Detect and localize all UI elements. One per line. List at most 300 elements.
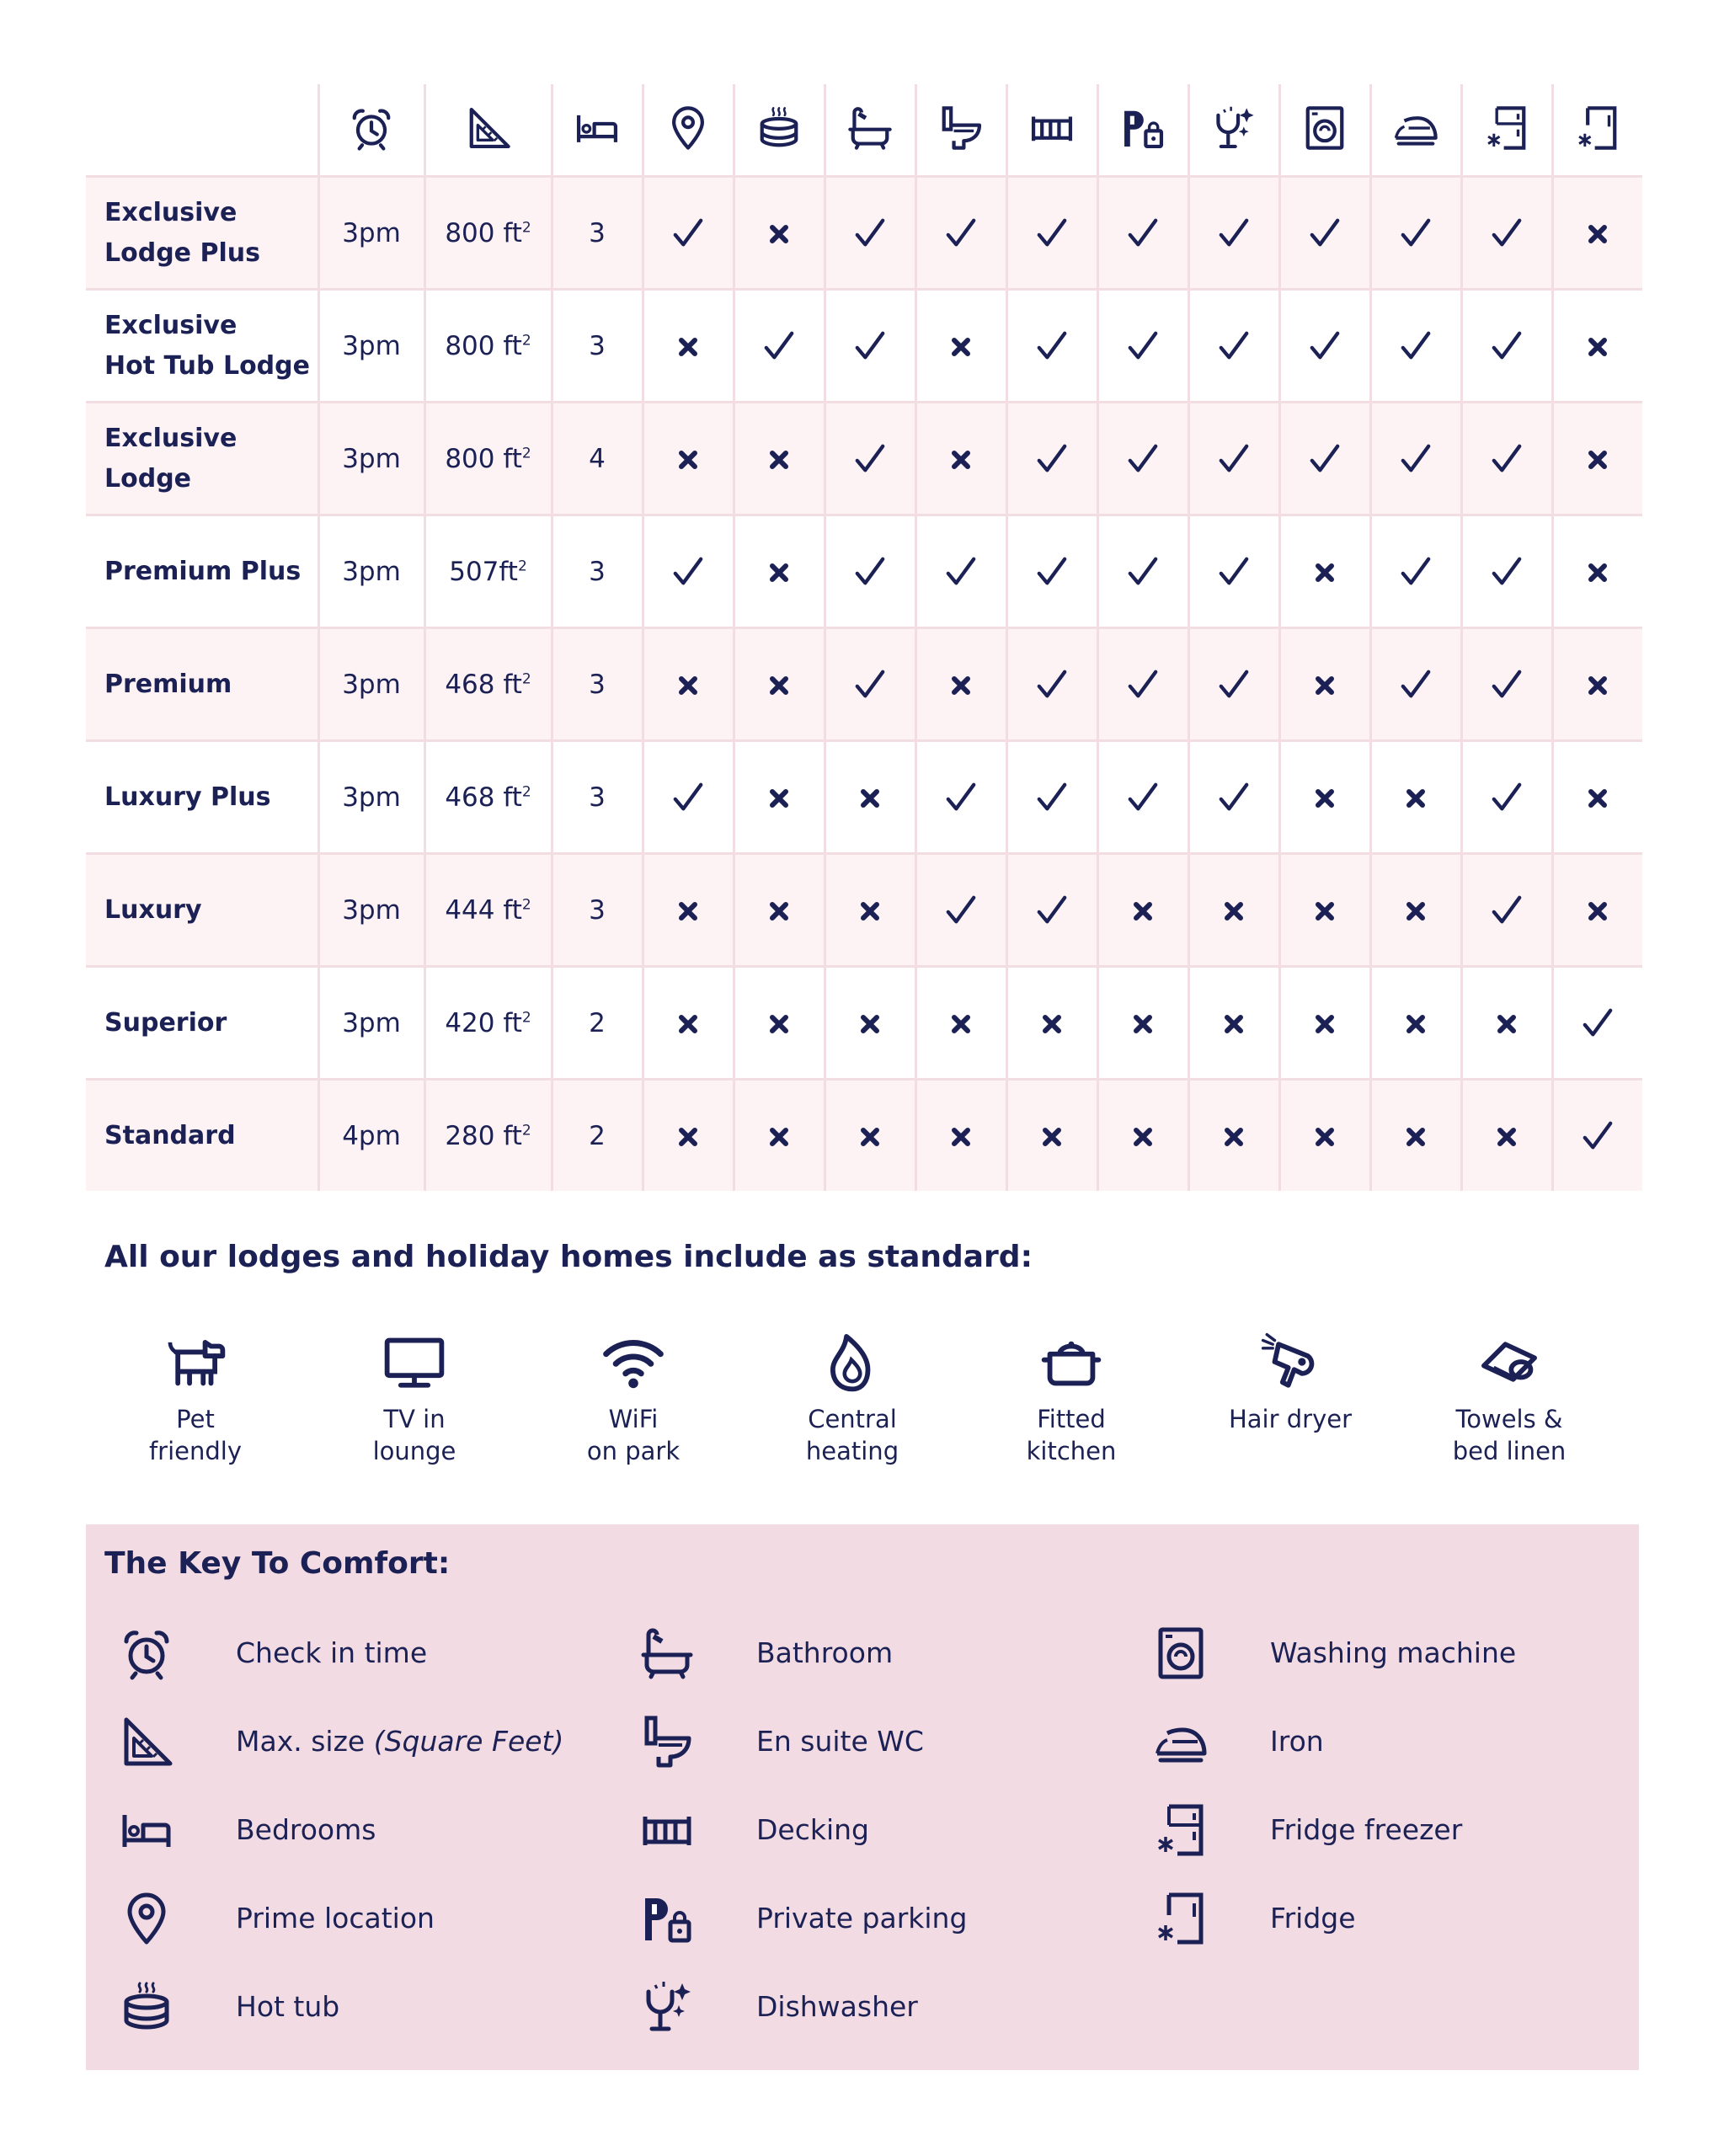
feature-cell-location: [643, 854, 734, 967]
feature-cell-dishwasher: [1188, 1080, 1279, 1192]
header-row: [86, 84, 1642, 177]
cross-icon: [678, 1127, 698, 1147]
key-label-text: Hot tub: [236, 1990, 340, 2023]
iron-icon: [1393, 105, 1438, 151]
feature-cell-fridge: [1552, 1080, 1642, 1192]
feature-cell-iron: [1370, 854, 1461, 967]
hair-dryer-icon: [1259, 1331, 1321, 1393]
set-square-icon: [466, 105, 511, 151]
set-square-icon: [120, 1715, 173, 1769]
feature-cell-parking: [1097, 628, 1188, 741]
check-in-cell: [318, 177, 424, 290]
bedrooms-cell: [552, 854, 643, 967]
standard-features-title: All our lodges and holiday homes include as standard:: [104, 1240, 1033, 1274]
feature-cell-dishwasher: [1188, 854, 1279, 967]
feature-cell-hot_tub: [734, 1080, 825, 1192]
check-in-cell: [318, 1080, 424, 1192]
feature-cell-hot_tub: [734, 403, 825, 515]
check-icon: [1491, 782, 1523, 814]
cross-icon: [1315, 788, 1335, 808]
cross-icon: [1588, 224, 1608, 244]
key-item: [96, 1962, 601, 2051]
feature-cell-bathroom: [825, 177, 915, 290]
check-icon: [1400, 217, 1432, 249]
key-column-1: [96, 1609, 601, 2051]
size-value: 420 ft: [445, 1007, 522, 1038]
feature-cell-location: [643, 290, 734, 403]
check-icon: [1491, 556, 1523, 588]
check-icon: [1127, 217, 1159, 249]
size-cell: [424, 403, 552, 515]
feature-cell-location: [643, 628, 734, 741]
lodge-name: Exclusive Lodge: [86, 403, 318, 515]
size-value: 800 ft: [445, 443, 522, 474]
key-item: [96, 1785, 601, 1874]
check-icon: [1491, 330, 1523, 362]
table-row: [86, 1080, 1642, 1192]
square-superscript: 2: [521, 670, 531, 688]
wifi-icon: [602, 1331, 665, 1393]
cross-icon: [860, 901, 880, 921]
bedrooms-cell: [552, 177, 643, 290]
key-item: [616, 1962, 1122, 2051]
cross-icon: [1406, 788, 1426, 808]
check-in-cell: [318, 628, 424, 741]
cooking-pot-icon: [1040, 1331, 1102, 1393]
key-label-text: Bedrooms: [236, 1813, 376, 1846]
bed-icon: [120, 1803, 173, 1857]
fridge-freezer-icon: [1484, 105, 1529, 151]
key-item: [96, 1609, 601, 1697]
square-superscript: 2: [521, 219, 531, 237]
feature-cell-bathroom: [825, 515, 915, 628]
key-label-text: Prime location: [236, 1902, 435, 1935]
feature-cell-dishwasher: [1188, 515, 1279, 628]
cross-icon: [1315, 1127, 1335, 1147]
feature-cell-fridge_freezer: [1461, 628, 1552, 741]
check-icon: [854, 669, 886, 701]
standard-feature: [305, 1331, 524, 1467]
square-superscript: 2: [521, 896, 531, 914]
key-title: The Key To Comfort:: [104, 1546, 451, 1581]
location-pin-icon: [665, 105, 711, 151]
feature-cell-washing: [1279, 403, 1370, 515]
bedrooms-value: 3: [589, 556, 606, 587]
cross-icon: [1588, 675, 1608, 696]
feature-cell-hot_tub: [734, 177, 825, 290]
bedrooms-value: 2: [589, 1120, 606, 1151]
key-item: [1130, 1697, 1636, 1785]
size-value: 468 ft: [445, 669, 522, 700]
key-label: [756, 1902, 967, 1935]
feature-cell-fridge: [1552, 290, 1642, 403]
cross-icon: [1588, 788, 1608, 808]
decking-icon: [640, 1803, 694, 1857]
key-label-text: Fridge: [1270, 1902, 1356, 1935]
header-fridge_freezer: [1461, 84, 1552, 177]
feature-cell-decking: [1006, 628, 1097, 741]
table-row: [86, 515, 1642, 628]
key-icon-wrap: [96, 1626, 197, 1680]
check-icon: [1036, 782, 1068, 814]
lodge-name: Superior: [86, 967, 318, 1080]
feature-cell-bathroom: [825, 628, 915, 741]
feature-cell-dishwasher: [1188, 403, 1279, 515]
toilet-icon: [640, 1715, 694, 1769]
feature-cell-iron: [1370, 290, 1461, 403]
check-icon: [1218, 443, 1250, 475]
cross-icon: [1315, 1014, 1335, 1034]
square-superscript: 2: [521, 783, 531, 801]
key-item: [616, 1874, 1122, 1962]
size-cell: [424, 741, 552, 854]
check-icon: [1491, 669, 1523, 701]
check-icon: [1036, 443, 1068, 475]
feature-cell-fridge_freezer: [1461, 177, 1552, 290]
feature-cell-washing: [1279, 741, 1370, 854]
cross-icon: [678, 450, 698, 470]
feature-cell-bathroom: [825, 1080, 915, 1192]
feature-cell-parking: [1097, 515, 1188, 628]
cross-icon: [1406, 901, 1426, 921]
feature-cell-iron: [1370, 403, 1461, 515]
feature-cell-washing: [1279, 290, 1370, 403]
key-label-text: Bathroom: [756, 1636, 894, 1669]
check-icon: [1309, 443, 1341, 475]
key-icon-wrap: [616, 1803, 718, 1857]
check-icon: [672, 782, 704, 814]
feature-cell-fridge_freezer: [1461, 515, 1552, 628]
feature-cell-dishwasher: [1188, 741, 1279, 854]
cross-icon: [1315, 901, 1335, 921]
bathtub-icon: [640, 1626, 694, 1680]
key-label-text: Decking: [756, 1813, 869, 1846]
bedrooms-cell: [552, 290, 643, 403]
feature-cell-hot_tub: [734, 854, 825, 967]
feature-cell-iron: [1370, 741, 1461, 854]
bedrooms-cell: [552, 515, 643, 628]
check-icon: [1491, 443, 1523, 475]
check-icon: [1036, 217, 1068, 249]
check-icon: [854, 556, 886, 588]
feature-cell-location: [643, 177, 734, 290]
feature-cell-decking: [1006, 403, 1097, 515]
towel-icon: [1478, 1331, 1540, 1393]
cross-icon: [951, 450, 971, 470]
size-value: 800 ft: [445, 217, 522, 248]
check-icon: [1127, 782, 1159, 814]
feature-cell-ensuite: [915, 741, 1006, 854]
cross-icon: [678, 337, 698, 357]
key-column-2: [616, 1609, 1122, 2051]
cross-icon: [769, 675, 789, 696]
check-in-cell: [318, 403, 424, 515]
size-cell: [424, 1080, 552, 1192]
bed-icon: [574, 105, 620, 151]
check-icon: [1218, 330, 1250, 362]
fridge-icon: [1575, 105, 1620, 151]
check-icon: [945, 217, 977, 249]
check-in-time: 3pm: [342, 894, 401, 926]
standard-feature: [1181, 1331, 1400, 1467]
lodge-name: Luxury Plus: [86, 741, 318, 854]
cross-icon: [769, 450, 789, 470]
check-icon: [1036, 556, 1068, 588]
bedrooms-cell: [552, 628, 643, 741]
tv-icon: [383, 1331, 446, 1393]
key-icon-wrap: [616, 1892, 718, 1945]
check-in-cell: [318, 515, 424, 628]
table-header: [86, 84, 1642, 177]
check-icon: [1218, 669, 1250, 701]
cross-icon: [951, 675, 971, 696]
feature-cell-decking: [1006, 177, 1097, 290]
feature-cell-decking: [1006, 741, 1097, 854]
key-label-note: (Square Feet): [373, 1725, 564, 1758]
key-icon-wrap: [616, 1980, 718, 2034]
feature-cell-parking: [1097, 741, 1188, 854]
header-fridge: [1552, 84, 1642, 177]
feature-cell-fridge_freezer: [1461, 967, 1552, 1080]
check-icon: [854, 217, 886, 249]
iron-icon: [1154, 1715, 1208, 1769]
check-icon: [1400, 443, 1432, 475]
check-icon: [1400, 669, 1432, 701]
bedrooms-value: 3: [589, 782, 606, 813]
dishwasher-icon: [1211, 105, 1257, 151]
feature-cell-ensuite: [915, 515, 1006, 628]
cross-icon: [769, 788, 789, 808]
size-value: 800 ft: [445, 330, 522, 361]
feature-cell-hot_tub: [734, 290, 825, 403]
standard-feature-label: Hair dryer: [1228, 1405, 1353, 1433]
hot-tub-icon: [120, 1980, 173, 2034]
lodge-name: Premium: [86, 628, 318, 741]
check-in-time: 3pm: [342, 330, 401, 361]
cross-icon: [1315, 675, 1335, 696]
key-icon-wrap: [1130, 1715, 1231, 1769]
key-label-text: Private parking: [756, 1902, 968, 1935]
cross-icon: [1133, 901, 1153, 921]
feature-cell-decking: [1006, 515, 1097, 628]
check-icon: [1218, 782, 1250, 814]
key-icon-wrap: [96, 1715, 197, 1769]
feature-cell-fridge: [1552, 741, 1642, 854]
dog-icon: [164, 1331, 227, 1393]
decking-icon: [1029, 105, 1075, 151]
size-cell: [424, 967, 552, 1080]
cross-icon: [1588, 337, 1608, 357]
key-label-text: Max. size: [236, 1725, 366, 1758]
alarm-clock-icon: [349, 105, 394, 151]
header-corner: [86, 84, 318, 177]
feature-cell-bathroom: [825, 967, 915, 1080]
cross-icon: [1042, 1014, 1062, 1034]
feature-cell-parking: [1097, 177, 1188, 290]
check-icon: [854, 330, 886, 362]
check-icon: [1491, 894, 1523, 926]
square-superscript: 2: [521, 332, 531, 350]
table-row: [86, 628, 1642, 741]
key-label: [756, 1725, 924, 1758]
comparison-table: [86, 84, 1642, 1191]
lodge-name: Standard: [86, 1080, 318, 1192]
location-pin-icon: [120, 1892, 173, 1945]
lodge-name: Exclusive Hot Tub Lodge: [86, 290, 318, 403]
fridge-freezer-icon: [1154, 1803, 1208, 1857]
feature-cell-decking: [1006, 854, 1097, 967]
check-icon: [1127, 443, 1159, 475]
check-icon: [1218, 556, 1250, 588]
cross-icon: [1224, 901, 1244, 921]
feature-cell-ensuite: [915, 403, 1006, 515]
standard-feature: [743, 1331, 962, 1467]
standard-feature: [524, 1331, 743, 1467]
feature-cell-fridge: [1552, 854, 1642, 967]
cross-icon: [1588, 563, 1608, 583]
feature-cell-ensuite: [915, 628, 1006, 741]
key-label: [1270, 1813, 1462, 1846]
size-value: 444 ft: [445, 894, 522, 926]
feature-cell-dishwasher: [1188, 290, 1279, 403]
table-row: [86, 741, 1642, 854]
lodge-name: Premium Plus: [86, 515, 318, 628]
check-in-time: 4pm: [342, 1120, 401, 1151]
feature-cell-washing: [1279, 628, 1370, 741]
feature-cell-location: [643, 1080, 734, 1192]
key-item: [1130, 1785, 1636, 1874]
key-label: [756, 1813, 869, 1846]
feature-cell-ensuite: [915, 967, 1006, 1080]
table-row: [86, 854, 1642, 967]
feature-cell-ensuite: [915, 177, 1006, 290]
size-cell: [424, 177, 552, 290]
cross-icon: [1224, 1127, 1244, 1147]
private-parking-icon: [1120, 105, 1166, 151]
table-row: [86, 290, 1642, 403]
feature-cell-parking: [1097, 290, 1188, 403]
cross-icon: [769, 224, 789, 244]
standard-feature-label: Pet friendly: [148, 1405, 243, 1465]
toilet-icon: [938, 105, 984, 151]
header-washing: [1279, 84, 1370, 177]
feature-cell-location: [643, 515, 734, 628]
key-label-text: Iron: [1270, 1725, 1324, 1758]
feature-cell-location: [643, 403, 734, 515]
key-label-text: Dishwasher: [756, 1990, 918, 2023]
standard-feature-label: WiFi on park: [586, 1405, 681, 1465]
bedrooms-value: 3: [589, 894, 606, 926]
feature-cell-washing: [1279, 515, 1370, 628]
size-value: 280 ft: [445, 1120, 522, 1151]
square-superscript: 2: [521, 1122, 531, 1139]
header-check_in: [318, 84, 424, 177]
key-label: [1270, 1725, 1324, 1758]
check-icon: [1036, 330, 1068, 362]
header-size: [424, 84, 552, 177]
bedrooms-value: 3: [589, 669, 606, 700]
check-in-cell: [318, 290, 424, 403]
key-label: [236, 1636, 427, 1669]
feature-cell-parking: [1097, 403, 1188, 515]
bathtub-icon: [847, 105, 893, 151]
feature-cell-parking: [1097, 967, 1188, 1080]
key-icon-wrap: [96, 1980, 197, 2034]
check-icon: [945, 782, 977, 814]
feature-cell-decking: [1006, 967, 1097, 1080]
check-in-time: 3pm: [342, 556, 401, 587]
hot-tub-icon: [756, 105, 802, 151]
key-icon-wrap: [1130, 1803, 1231, 1857]
feature-cell-fridge_freezer: [1461, 854, 1552, 967]
check-icon: [672, 217, 704, 249]
key-column-3: [1130, 1609, 1636, 1962]
check-in-time: 3pm: [342, 443, 401, 474]
key-label: [236, 1813, 376, 1846]
lodge-name: Exclusive Lodge Plus: [86, 177, 318, 290]
cross-icon: [951, 337, 971, 357]
header-iron: [1370, 84, 1461, 177]
feature-cell-fridge: [1552, 967, 1642, 1080]
feature-cell-bathroom: [825, 854, 915, 967]
cross-icon: [678, 675, 698, 696]
key-item: [1130, 1874, 1636, 1962]
key-icon-wrap: [616, 1715, 718, 1769]
key-icon-wrap: [96, 1892, 197, 1945]
cross-icon: [951, 1127, 971, 1147]
standard-feature-label: Fitted kitchen: [1026, 1405, 1117, 1465]
square-superscript: 2: [517, 558, 527, 575]
cross-icon: [1315, 563, 1335, 583]
fridge-icon: [1154, 1892, 1208, 1945]
alarm-clock-icon: [120, 1626, 173, 1680]
check-in-time: 3pm: [342, 1007, 401, 1038]
cross-icon: [1497, 1014, 1517, 1034]
feature-cell-dishwasher: [1188, 628, 1279, 741]
feature-cell-washing: [1279, 177, 1370, 290]
bedrooms-value: 3: [589, 330, 606, 361]
bedrooms-cell: [552, 1080, 643, 1192]
feature-cell-hot_tub: [734, 741, 825, 854]
size-cell: [424, 854, 552, 967]
cross-icon: [860, 1014, 880, 1034]
feature-cell-fridge_freezer: [1461, 741, 1552, 854]
key-item: [1130, 1609, 1636, 1697]
key-label: [236, 1725, 563, 1758]
standard-feature-label: Towels & bed linen: [1452, 1405, 1567, 1465]
feature-cell-location: [643, 967, 734, 1080]
check-icon: [1127, 669, 1159, 701]
check-icon: [763, 330, 795, 362]
cross-icon: [1224, 1014, 1244, 1034]
standard-features-list: [86, 1331, 1639, 1467]
check-icon: [1036, 894, 1068, 926]
key-item: [96, 1697, 601, 1785]
cross-icon: [951, 1014, 971, 1034]
feature-cell-ensuite: [915, 854, 1006, 967]
cross-icon: [1133, 1014, 1153, 1034]
size-cell: [424, 628, 552, 741]
key-label-text: Fridge freezer: [1270, 1813, 1463, 1846]
check-in-cell: [318, 967, 424, 1080]
feature-cell-bathroom: [825, 741, 915, 854]
check-icon: [1400, 330, 1432, 362]
key-label: [1270, 1902, 1356, 1935]
key-item: [616, 1609, 1122, 1697]
feature-cell-fridge: [1552, 515, 1642, 628]
check-icon: [672, 556, 704, 588]
cross-icon: [860, 788, 880, 808]
